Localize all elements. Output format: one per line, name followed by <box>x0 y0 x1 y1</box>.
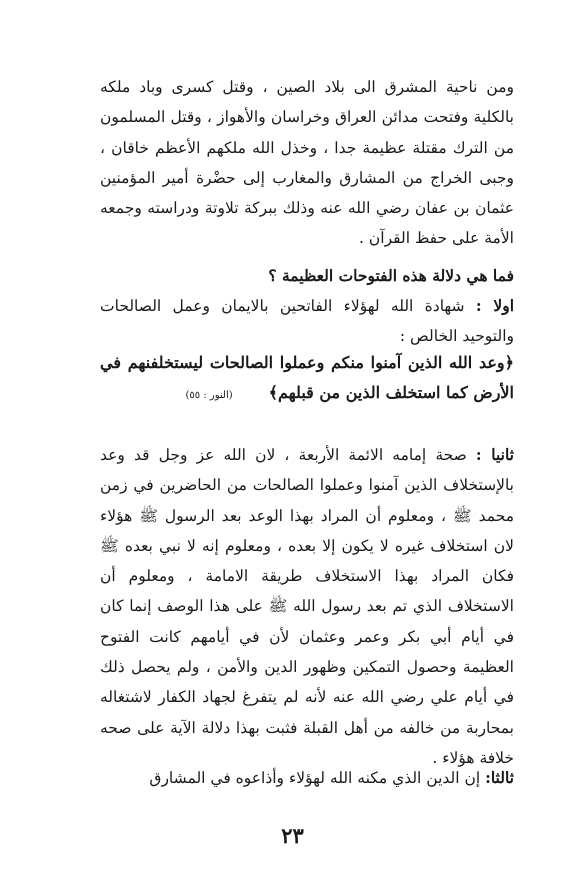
point-two-paragraph <box>100 440 514 773</box>
page-number: ٢٣ <box>281 823 304 848</box>
intro-paragraph: ومن ناحية المشرق الى بلاد الصين ، وقتل كسرى وباد ملكه بالكلية وفتحت مدائن العراق وخراسان والأهواز ، وقتل المسلمون من الترك مقتلة عظيمة جدا ، وخذل الله ملكهم الأعظم خاقان ، وجبى الخراج من المشارق والمغارب إلى حضْرة أمير المؤمنين عثمان بن عفان رضي الله عنه وذلك ببركة تلاوتة ودراسته وجمعه الأمة على حفظ القرآن . <box>100 78 514 248</box>
point-one-paragraph <box>100 291 514 352</box>
point-one-text: شهادة الله لهؤلاء الفاتحين بالايمان وعمل الصالحات والتوحيد الخالص : <box>100 297 514 346</box>
point-three-text: إن الدين الذي مكنه الله لهؤلاء وأذاعوه في المشارق <box>149 769 486 787</box>
point-one-label: اولا : <box>475 296 515 315</box>
point-two-label: ثانيا : <box>475 445 514 464</box>
quran-verse-text: ﴿وعد الله الذين آمنوا منكم وعملوا الصالحات ليستخلفنهم في الأرض كما استخلف الذين من قبلهم﴾ <box>100 353 514 403</box>
point-three-label: ثالثا: <box>485 768 514 787</box>
point-three-paragraph <box>100 763 514 793</box>
quran-verse-reference: (النور : ٥٥) <box>185 390 233 402</box>
point-two-text: صحة إمامه الائمة الأربعة ، لان الله عز وجل قد وعد بالإستخلاف الذين آمنوا وعملوا الصالحات من الحاضرين في زمن محمد ﷺ ، ومعلوم أن المراد بهذا الوعد بعد الرسول ﷺ هؤلاء لان استخلاف غيره لا يكون إلا بعده ، ومعلوم إنه لا نبي بعده ﷺ فكان المراد بهذا الاستخلاف طريقة الامامة ، ومعلوم أن الاستخلاف الذي تم بعد رسول الله ﷺ على هذا الوصف إنما كان في أيام أبي بكر وعمر وعثمان لأن في أيامهم كانت الفتوح العظيمة وحصول التمكين وظهور الدين والأمن ، ولم يحصل ذلك في أيام علي رضي الله عنه لأنه لم يتفرغ لجهاد الكفار لاشتغاله بمحاربة من خالفه من أهل القبلة فثبت بهذا دلالة الآية على صحه خلافة هؤلاء . <box>100 446 514 767</box>
quran-verse <box>100 348 514 412</box>
question-heading: فما هي دلالة هذه الفتوحات العظيمة ؟ <box>268 266 514 285</box>
